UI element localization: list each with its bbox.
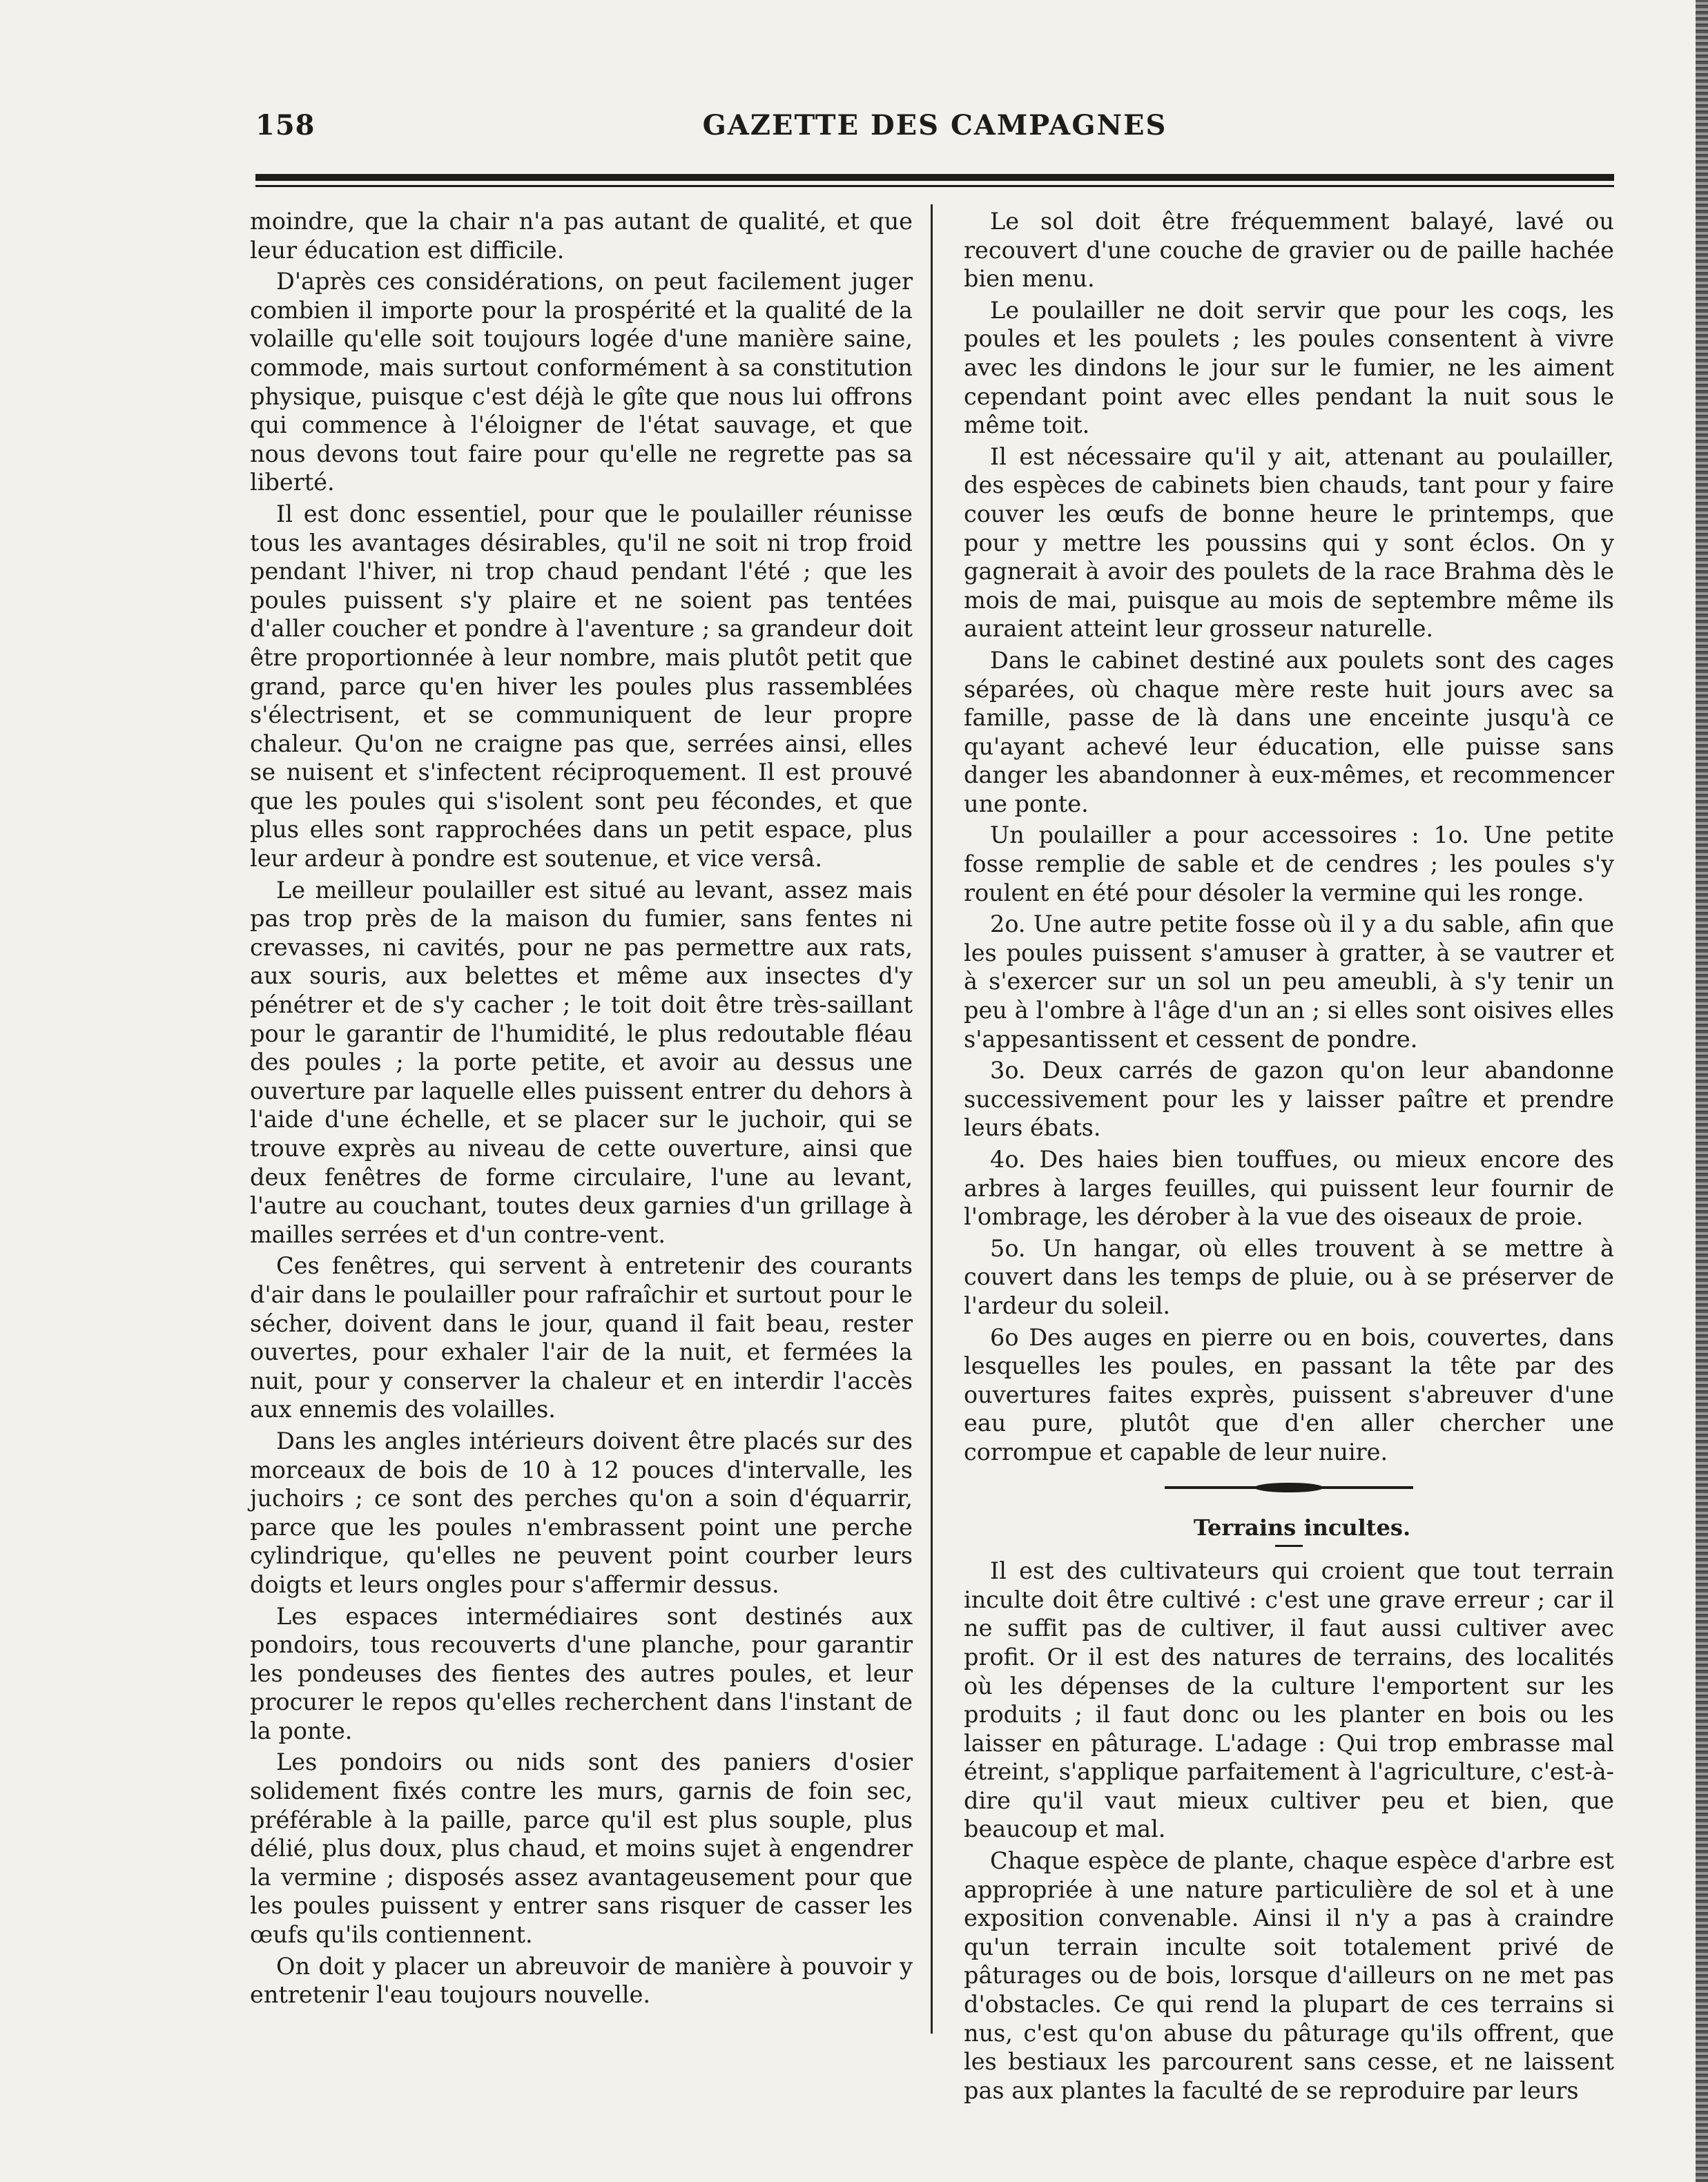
- paragraph: On doit y placer un abreuvoir de manière à pouvoir y entretenir l'eau toujours nouvelle.: [250, 1952, 913, 2009]
- paragraph: Il est des cultivateurs qui croient que tout terrain inculte doit être cultivé : c'est une grave erreur ; car il ne suffit pas de cultiver, il faut aussi cultiver avec profit. Or il est des natures de terrains, des localités où les dépenses de la culture l'emportent sur les produits ; il faut donc ou les planter en bois ou les laisser en pâturage. L'adage : Qui trop embrasse mal étreint, s'applique parfaitement à l'agriculture, c'est-à-dire qu'il vaut mieux cultiver peu et bien, que beaucoup et mal.: [964, 1557, 1614, 1843]
- page-edge: [1696, 0, 1708, 2182]
- paragraph: Le sol doit être fréquemment balayé, lavé ou recouvert d'une couche de gravier ou de paille hachée bien menu.: [964, 208, 1614, 293]
- paragraph: Il est donc essentiel, pour que le poulailler réunisse tous les avantages désirables, qu'il ne soit ni trop froid pendant l'hiver, ni trop chaud pendant l'été ; que les poules puissent s'y plaire et ne soient pas tentées d'aller coucher et pondre à l'aventure ; sa grandeur doit être proportionnée à leur nombre, mais plutôt petit que grand, parce qu'en hiver les poules plus rassemblées s'électrisent, et se communiquent de leur propre chaleur. Qu'on ne craigne pas que, serrées ainsi, elles se nuisent et s'infectent réciproquement. Il est prouvé que les poules qui s'isolent sont peu fécondes, et que plus elles sont rapprochées dans un petit espace, plus leur ardeur à pondre est soutenue, et vice versâ.: [250, 500, 913, 873]
- left-column: [250, 207, 913, 2012]
- column-divider: [931, 204, 933, 2034]
- paragraph: moindre, que la chair n'a pas autant de qualité, et que leur éducation est difficile.: [250, 208, 913, 264]
- header-rule-thick: [255, 174, 1614, 181]
- paragraph: 6o Des auges en pierre ou en bois, couvertes, dans lesquelles les poules, en passant la tête par des ouvertures faites exprès, puissent s'abreuver d'une eau pure, plutôt que d'en aller chercher une corrompue et capable de leur nuire.: [964, 1323, 1614, 1465]
- paragraph: Le poulailler ne doit servir que pour les coqs, les poules et les poulets ; les poules consentent à vivre avec les dindons le jour sur le fumier, ne les aiment cependant point avec elles pendant la nuit sous le même toit.: [964, 296, 1614, 439]
- paragraph: Il est nécessaire qu'il y ait, attenant au poulailler, des espèces de cabinets bien chauds, tant pour y faire couver les œufs de bonne heure le printemps, que pour y mettre les poussins qui y sont éclos. On y gagnerait à avoir des poulets de la race Brahma dès le mois de mai, puisque au mois de septembre même ils auraient atteint leur grosseur naturelle.: [964, 442, 1614, 643]
- title-dash: [1275, 1545, 1303, 1547]
- header-rule-thin: [255, 185, 1614, 187]
- page-header: [255, 109, 1614, 150]
- paragraph: Ces fenêtres, qui servent à entretenir des courants d'air dans le poulailler pour rafraîchir et surtout pour le sécher, doivent dans le jour, quand il fait beau, rester ouvertes, pour exhaler l'air de la nuit, et fermées la nuit, pour y conserver la chaleur et en interdir l'accès aux ennemis des volailles.: [250, 1252, 913, 1423]
- right-column: [964, 207, 1614, 2107]
- paragraph: Les espaces intermédiaires sont destinés aux pondoirs, tous recouverts d'une planche, pour garantir les pondeuses des fientes des autres poules, et leur procurer le repos qu'elles recherchent dans l'instant de la ponte.: [250, 1602, 913, 1744]
- paragraph: Dans le cabinet destiné aux poulets sont des cages séparées, où chaque mère reste huit jours avec sa famille, passe de là dans une enceinte jusqu'à ce qu'ayant achevé leur éducation, elle puisse sans danger les abandonner à eux-mêmes, et recommencer une ponte.: [964, 646, 1614, 817]
- paragraph: D'après ces considérations, on peut facilement juger combien il importe pour la prospérité et la qualité de la volaille qu'elle soit toujours logée d'une manière saine, commode, mais surtout conformément à sa constitution physique, puisque c'est déjà le gîte que nous lui offrons qui commence à l'éloigner de l'état sauvage, et que nous devons tout faire pour qu'elle ne regrette pas sa liberté.: [250, 268, 913, 496]
- paragraph: 4o. Des haies bien touffues, ou mieux encore des arbres à larges feuilles, qui puissent leur fournir de l'ombrage, les dérober à la vue des oiseaux de proie.: [964, 1146, 1614, 1231]
- paragraph: 5o. Un hangar, où elles trouvent à se mettre à couvert dans les temps de pluie, ou à se préserver de l'ardeur du soleil.: [964, 1234, 1614, 1319]
- paragraph: Les pondoirs ou nids sont des paniers d'osier solidement fixés contre les murs, garnis de foin sec, préférable à la paille, parce qu'il est plus souple, plus délié, plus doux, plus chaud, et moins sujet à engendrer la vermine ; disposés assez avantageusement pour que les poules puissent y entrer sans risquer de casser les œufs qu'ils contiennent.: [250, 1748, 913, 1949]
- paragraph: 2o. Une autre petite fosse où il y a du sable, afin que les poules puissent s'amuser à gratter, à se vautrer et à s'exercer sur un sol un peu ameubli, à s'y tenir un peu à l'ombre à l'âge d'un an ; si elles sont oisives elles s'appesantissent et cessent de pondre.: [964, 910, 1614, 1053]
- paragraph: Un poulailler a pour accessoires : 1o. Une petite fosse remplie de sable et de cendres ; les poules s'y roulent en été pour désoler la vermine qui les ronge.: [964, 821, 1614, 906]
- paragraph: 3o. Deux carrés de gazon qu'on leur abandonne successivement pour les y laisser paître et prendre leurs ébats.: [964, 1057, 1614, 1142]
- section-title: Terrains incultes.: [1193, 1514, 1411, 1541]
- paragraph: Chaque espèce de plante, chaque espèce d'arbre est appropriée à une nature particulière de sol et à une exposition convenable. Ainsi il n'y a pas à craindre qu'un terrain inculte soit totalement privé de pâturages ou de bois, lorsque d'ailleurs on ne met pas d'obstacles. Ce qui rend la plupart de ces terrains si nus, c'est qu'on abuse du pâturage qu'ils offrent, que les bestiaux les parcourent sans cesse, et ne laissent pas aux plantes la faculté de se reproduire par leurs: [964, 1847, 1614, 2104]
- paragraph: Le meilleur poulailler est situé au levant, assez mais pas trop près de la maison du fumier, sans fentes ni crevasses, ni cavités, pour ne pas permettre aux rats, aux souris, aux belettes et même aux insectes d'y pénétrer et de s'y cacher ; le toit doit être très-saillant pour le garantir de l'humidité, le plus redoutable fléau des poules ; la porte petite, et avoir au dessus une ouverture par laquelle elles puissent entrer du dehors à l'aide d'une échelle, et se placer sur le juchoir, qui se trouve exprès au niveau de cette ouverture, ainsi que deux fenêtres de forme circulaire, l'une au levant, l'autre au couchant, toutes deux garnies d'un grillage à mailles serrées et d'un contre-vent.: [250, 876, 913, 1248]
- paragraph: Dans les angles intérieurs doivent être placés sur des morceaux de bois de 10 à 12 pouces d'intervalle, les juchoirs ; ce sont des perches qu'on a soin d'équarrir, parce que les poules n'embrassent point une perche cylindrique, qu'elles ne peuvent point courber leurs doigts et leurs ongles pour s'affermir dessus.: [250, 1427, 913, 1598]
- page-number: 158: [255, 109, 316, 142]
- section-ornament-rule: [1165, 1486, 1413, 1489]
- journal-title: GAZETTE DES CAMPAGNES: [702, 109, 1167, 142]
